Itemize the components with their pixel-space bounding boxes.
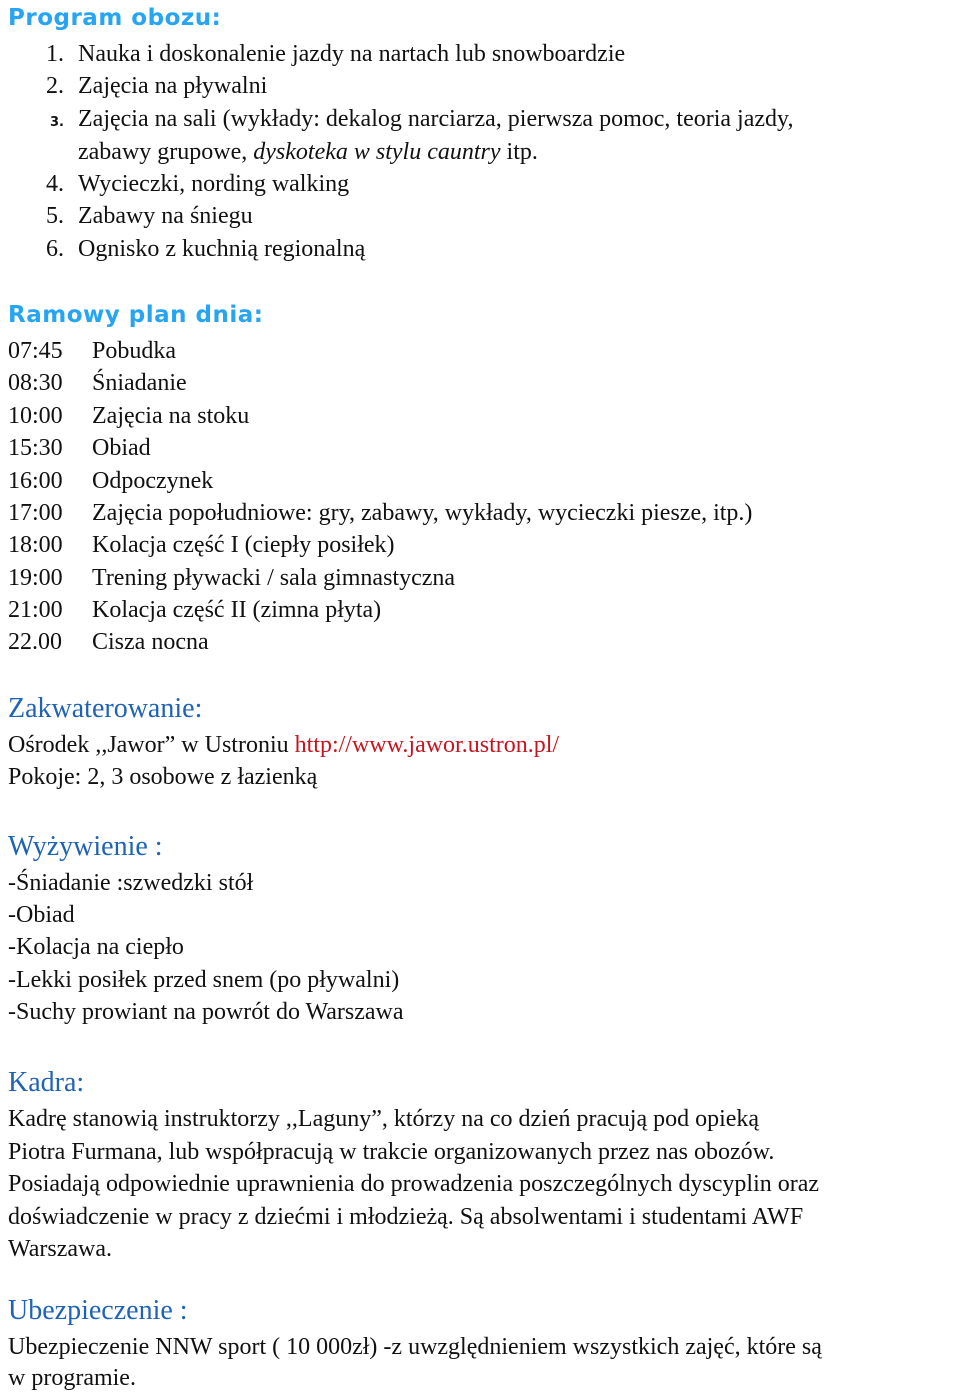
- list-number: 4.: [46, 171, 64, 197]
- schedule-row: [8, 529, 395, 561]
- schedule-time: 10:00: [8, 403, 63, 429]
- schedule-row: [8, 562, 455, 594]
- list-item-text: Zajęcia na pływalni: [78, 73, 268, 99]
- staff-paragraph-line: Kadrę stanowią instruktorzy ,,Laguny”, którzy na co dzień pracują pod opieką: [8, 1106, 760, 1132]
- list-number: 1.: [46, 41, 64, 67]
- list-item-italic-text: dyskoteka w stylu cauntry: [253, 139, 501, 165]
- schedule-row: [8, 497, 752, 529]
- schedule-time: 22.00: [8, 629, 62, 655]
- program-item-3-continuation: [78, 136, 538, 168]
- list-item-text: Nauka i doskonalenie jazdy na nartach lub snowboardzie: [78, 41, 626, 67]
- schedule-row: [8, 335, 176, 367]
- schedule-activity: Pobudka: [92, 338, 176, 364]
- schedule-row: [8, 626, 209, 658]
- insurance-paragraph-line: Ubezpieczenie NNW sport ( 10 000zł) -z uwzględnieniem wszystkich zajęć, które są: [8, 1334, 822, 1360]
- meals-item: -Suchy prowiant na powrót do Warszawa: [8, 999, 404, 1025]
- schedule-time: 16:00: [8, 468, 63, 494]
- list-number: 3.: [50, 115, 64, 130]
- meals-item: -Kolacja na ciepło: [8, 934, 184, 960]
- list-item-text: Ognisko z kuchnią regionalną: [78, 236, 366, 262]
- staff-heading: Kadra:: [8, 1067, 85, 1098]
- program-item-1: [14, 38, 625, 70]
- list-item-text: itp.: [506, 139, 538, 165]
- list-number: 6.: [46, 236, 64, 262]
- schedule-activity: Odpoczynek: [92, 468, 214, 494]
- schedule-time: 18:00: [8, 532, 63, 558]
- schedule-activity: Kolacja część I (ciepły posiłek): [92, 532, 395, 558]
- program-item-3: [14, 103, 793, 139]
- list-number: 2.: [46, 73, 64, 99]
- staff-paragraph-line: doświadczenie w pracy z dziećmi i młodzieżą. Są absolwentami i studentami AWF: [8, 1204, 804, 1230]
- schedule-row: [8, 367, 187, 399]
- list-item-text: zabawy grupowe,: [78, 139, 248, 165]
- schedule-time: 07:45: [8, 338, 63, 364]
- schedule-activity: Kolacja część II (zimna płyta): [92, 597, 382, 623]
- meals-heading: Wyżywienie :: [8, 831, 163, 862]
- list-item-text: Zabawy na śniegu: [78, 203, 253, 229]
- schedule-time: 15:30: [8, 435, 63, 461]
- accommodation-line: [8, 729, 559, 761]
- program-item-6: [14, 233, 365, 265]
- accommodation-text: Ośrodek ,,Jawor” w Ustroniu: [8, 732, 289, 758]
- program-item-2: [14, 70, 267, 102]
- schedule-time: 08:30: [8, 370, 63, 396]
- schedule-row: [8, 432, 151, 464]
- program-heading: Program obozu:: [8, 5, 222, 31]
- schedule-activity: Zajęcia na stoku: [92, 403, 250, 429]
- staff-paragraph-line: Piotra Furmana, lub współpracują w trakcie organizowanych przez nas obozów.: [8, 1139, 775, 1165]
- list-number: 5.: [46, 203, 64, 229]
- schedule-activity: Obiad: [92, 435, 151, 461]
- schedule-row: [8, 465, 213, 497]
- schedule-activity: Trening pływacki / sala gimnastyczna: [92, 565, 456, 591]
- schedule-activity: Cisza nocna: [92, 629, 209, 655]
- program-item-5: [14, 200, 253, 232]
- staff-paragraph-line: Posiadają odpowiednie uprawnienia do prowadzenia poszczególnych dyscyplin oraz: [8, 1171, 820, 1197]
- insurance-heading: Ubezpieczenie :: [8, 1295, 188, 1326]
- meals-item: -Obiad: [8, 902, 75, 928]
- insurance-paragraph-line: w programie.: [8, 1365, 136, 1391]
- list-item-text: Zajęcia na sali (wykłady: dekalog narciarza, pierwsza pomoc, teoria jazdy,: [78, 106, 794, 132]
- schedule-time: 21:00: [8, 597, 63, 623]
- schedule-row: [8, 594, 381, 626]
- schedule-heading: Ramowy plan dnia:: [8, 302, 264, 328]
- schedule-time: 19:00: [8, 565, 63, 591]
- meals-item: -Lekki posiłek przed snem (po pływalni): [8, 967, 400, 993]
- staff-paragraph-line: Warszawa.: [8, 1236, 113, 1262]
- list-item-text: Wycieczki, nording walking: [78, 171, 350, 197]
- accommodation-heading: Zakwaterowanie:: [8, 693, 203, 724]
- accommodation-rooms: Pokoje: 2, 3 osobowe z łazienką: [8, 764, 318, 790]
- accommodation-link[interactable]: http://www.jawor.ustron.pl/: [294, 732, 560, 758]
- schedule-row: [8, 400, 249, 432]
- schedule-time: 17:00: [8, 500, 63, 526]
- meals-item: -Śniadanie :szwedzki stół: [8, 870, 254, 896]
- schedule-activity: Śniadanie: [92, 370, 187, 396]
- schedule-activity: Zajęcia popołudniowe: gry, zabawy, wykłady, wycieczki piesze, itp.): [92, 500, 753, 526]
- program-item-4: [14, 168, 349, 200]
